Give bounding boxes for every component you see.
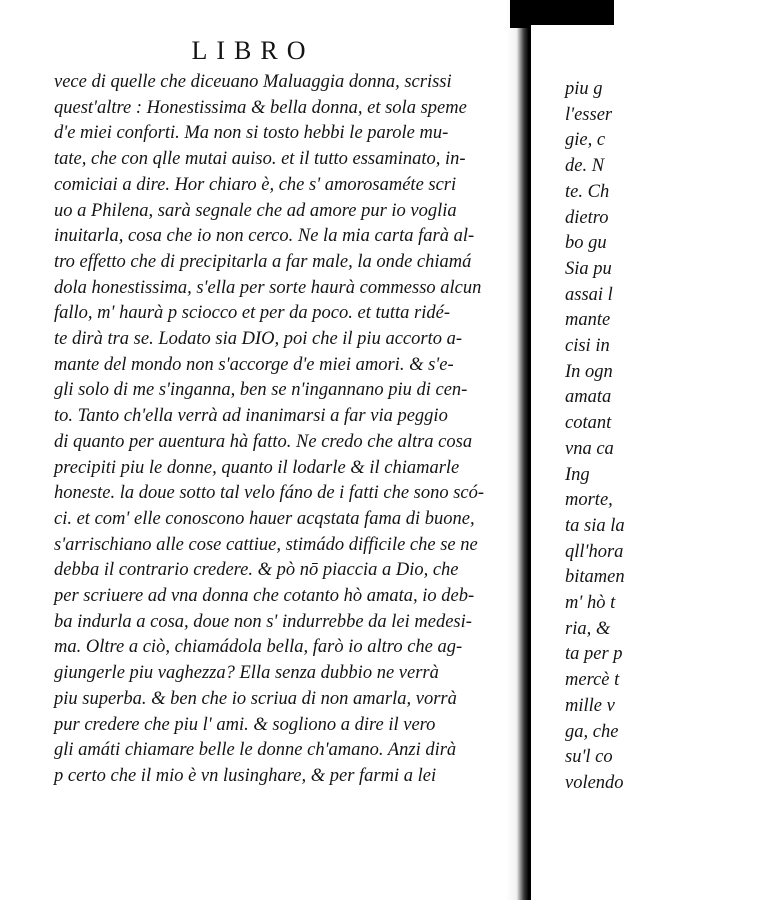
- text-line: mante: [565, 310, 611, 331]
- text-line: d'e miei conforti. Ma non si tosto hebbi le parole mu-: [54, 123, 449, 144]
- text-line: mante del mondo non s'accorge d'e miei amori. & s'e-: [54, 354, 454, 375]
- text-line: dietro: [565, 207, 609, 228]
- text-line: ga, che: [565, 721, 619, 742]
- text-line: gli amáti chiamare belle le donne ch'amano. Anzi dirà: [54, 740, 457, 761]
- text-line: volendo: [565, 772, 624, 793]
- text-line: In ogn: [565, 361, 613, 382]
- text-line: gie, c: [565, 130, 606, 151]
- text-line: su'l co: [565, 747, 613, 768]
- text-line: ma. Oltre a ciò, chiamádola bella, farò io altro che ag-: [54, 637, 463, 658]
- left-page-body-text: [54, 70, 494, 790]
- right-page-body-text: [565, 77, 765, 797]
- text-line: vece di quelle che diceuano Maluaggia donna, scrissi: [54, 72, 452, 92]
- text-line: mercè t: [565, 670, 620, 691]
- text-line: cotant: [565, 413, 612, 434]
- text-line: vna ca: [565, 438, 614, 459]
- text-line: per scriuere ad vna donna che cotanto hò amata, io deb-: [54, 586, 475, 607]
- text-line: bitamen: [565, 567, 625, 588]
- text-line: debba il contrario credere. & pò nō piaccia a Dio, che: [54, 560, 459, 581]
- text-line: ba indurla a cosa, doue non s' indurrebbe da lei medesi-: [54, 611, 472, 632]
- text-line: tate, che con qlle mutai auiso. et il tutto essaminato, in-: [54, 149, 466, 170]
- text-line: p certo che il mio è vn lusinghare, & per farmi a lei: [54, 765, 437, 786]
- text-line: l'esser: [565, 104, 613, 125]
- text-line: amata: [565, 387, 612, 408]
- text-line: pur credere che piu l' ami. & sogliono a dire il vero: [54, 714, 436, 735]
- text-line: assai l: [565, 284, 613, 305]
- text-line: s'arrischiano alle cose cattiue, stimádo difficile che se ne: [54, 534, 478, 555]
- text-line: te dirà tra se. Lodato sia DIO, poi che il piu accorto a-: [54, 329, 462, 350]
- text-line: Sia pu: [565, 258, 612, 279]
- text-line: uo a Philena, sarà segnale che ad amore pur io voglia: [54, 200, 457, 221]
- text-line: ta per p: [565, 644, 623, 665]
- text-line: dola honestissima, s'ella per sorte haurà commesso alcun: [54, 277, 482, 298]
- text-line: fallo, m' haurà p sciocco et per da poco. et tutta ridé-: [54, 303, 450, 324]
- text-line: morte,: [565, 490, 613, 511]
- text-line: bo gu: [565, 233, 607, 254]
- text-line: ta sia la: [565, 515, 625, 536]
- running-head: LIBRO: [191, 36, 315, 65]
- text-line: tro effetto che di precipitarla a far male, la onde chiamá: [54, 251, 472, 272]
- text-line: m' hò t: [565, 593, 616, 614]
- text-line: cisi in: [565, 336, 610, 357]
- text-line: comiciai a dire. Hor chiaro è, che s' amorosaméte scri: [54, 174, 457, 195]
- right-page-fragment: [528, 25, 625, 900]
- text-line: qll'hora: [565, 541, 624, 562]
- text-line: giungerle piu vaghezza? Ella senza dubbio ne verrà: [54, 663, 439, 684]
- text-line: mille v: [565, 695, 615, 716]
- text-line: gli solo di me s'inganna, ben se n'ingannano piu di cen-: [54, 380, 468, 401]
- text-line: to. Tanto ch'ella verrà ad inanimarsi a far via peggio: [54, 406, 448, 427]
- text-line: ria, &: [565, 618, 611, 639]
- text-line: te. Ch: [565, 181, 610, 202]
- text-line: inuitarla, cosa che io non cerco. Ne la mia carta farà al-: [54, 226, 475, 247]
- text-line: di quanto per auentura hà fatto. Ne credo che altra cosa: [54, 431, 473, 452]
- text-line: piu g: [565, 79, 603, 99]
- text-line: precipiti piu le donne, quanto il lodarle & il chiamarle: [54, 457, 460, 478]
- text-line: quest'altre : Honestissima & bella donna, et sola speme: [54, 97, 467, 118]
- text-line: ci. et com' elle conoscono hauer acqstata fama di buone,: [54, 508, 475, 529]
- page-edge-shadow: [510, 0, 614, 28]
- text-line: de. N: [565, 156, 605, 177]
- text-line: Ing: [565, 464, 590, 485]
- text-line: piu superba. & ben che io scriua di non amarla, vorrà: [54, 688, 457, 709]
- text-line: honeste. la doue sotto tal velo fáno de i fatti che sono scó-: [54, 483, 485, 504]
